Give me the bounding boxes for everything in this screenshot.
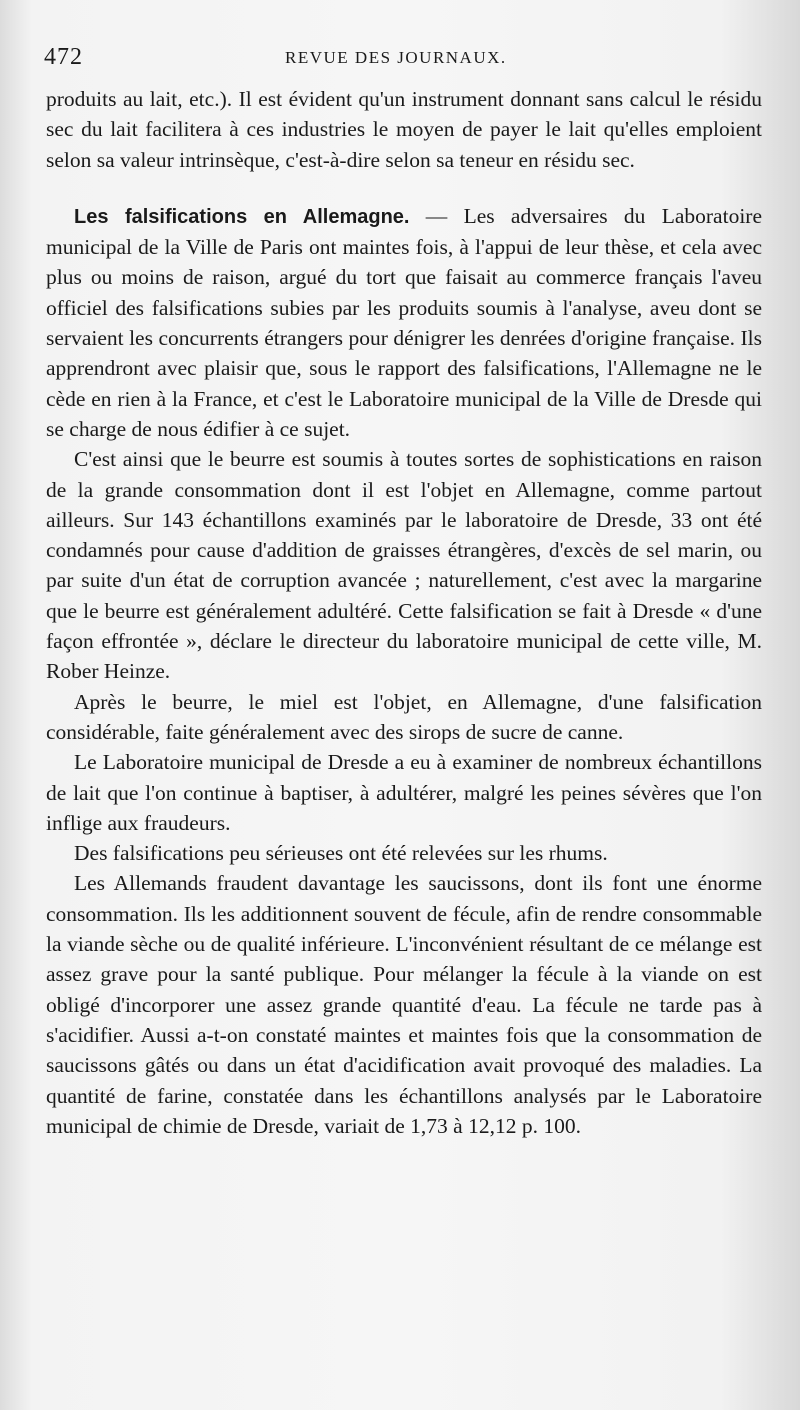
running-title: REVUE DES JOURNAUX.	[285, 48, 507, 67]
section-intro-paragraph	[46, 201, 762, 444]
paragraph-honey: Après le beurre, le miel est l'objet, en Allemagne, d'une falsification considérable, faite généralement avec des sirops de sucre de canne.	[46, 689, 762, 744]
page-number: 472	[44, 44, 83, 70]
section-intro-text: — Les adversaires du Laboratoire municipal de la Ville de Paris ont maintes fois, à l'appui de leur thèse, et cela avec plus ou moins de raison, argué du tort que faisait au commerce français l'aveu officiel des falsifications subies par les produits soumis à l'analyse, aveu dont se servaient les concurrents étrangers pour dénigrer les denrées d'origine française. Ils apprendront avec plaisir que, sous le rapport des falsifications, l'Allemagne ne le cède en rien à la France, et c'est le Laboratoire municipal de la Ville de Dresde qui se charge de nous édifier à ce sujet.	[46, 203, 762, 441]
paragraph-sausage: Les Allemands fraudent davantage les saucissons, dont ils font une énorme consommation. Ils les additionnent souvent de fécule, afin de rendre consommable la viande sèche ou de qualité inférieure. L'inconvénient résultant de ce mélange est assez grave pour la santé publique. Pour mélanger la fécule à la viande on est obligé d'incorporer une assez grande quantité d'eau. La fécule ne tarde pas à s'acidifier. Aussi a-t-on constaté maintes et maintes fois que la consommation de saucissons gâtés ou dans un état d'acidification avait provoqué des maladies. La quantité de farine, constatée dans les échantillons analysés par le Laboratoire municipal de chimie de Dresde, variait de 1,73 à 12,12 p. 100.	[46, 871, 762, 1138]
section-spacer	[46, 175, 762, 201]
paragraph-butter: C'est ainsi que le beurre est soumis à toutes sortes de sophistications en raison de la grande consommation dont il est l'objet en Allemagne, comme partout ailleurs. Sur 143 échantillons examinés par le laboratoire de Dresde, 33 ont été condamnés pour cause d'addition de graisses étrangères, d'excès de sel marin, ou par suite d'un état de corruption avancée ; naturellement, c'est avec la margarine que le beurre est généralement adultéré. Cette falsification se fait à Dresde « d'une façon effrontée », déclare le directeur du laboratoire municipal de cette ville, M. Rober Heinze.	[46, 447, 762, 684]
section-heading: Les falsifications en Allemagne.	[74, 205, 410, 228]
paragraph-rum: Des falsifications peu sérieuses ont été relevées sur les rhums.	[74, 841, 608, 866]
article-body	[46, 84, 762, 1141]
continuation-paragraph: produits au lait, etc.). Il est évident qu'un instrument donnant sans calcul le résidu sec du lait facilitera à ces industries le moyen de payer le lait qu'elles emploient selon sa valeur intrinsèque, c'est-à-dire selon sa teneur en résidu sec.	[46, 87, 762, 172]
paragraph-milk: Le Laboratoire municipal de Dresde a eu à examiner de nombreux échantillons de lait que l'on continue à baptiser, à adultérer, malgré les peines sévères que l'on inflige aux fraudeurs.	[46, 750, 762, 835]
page-header	[40, 42, 760, 74]
